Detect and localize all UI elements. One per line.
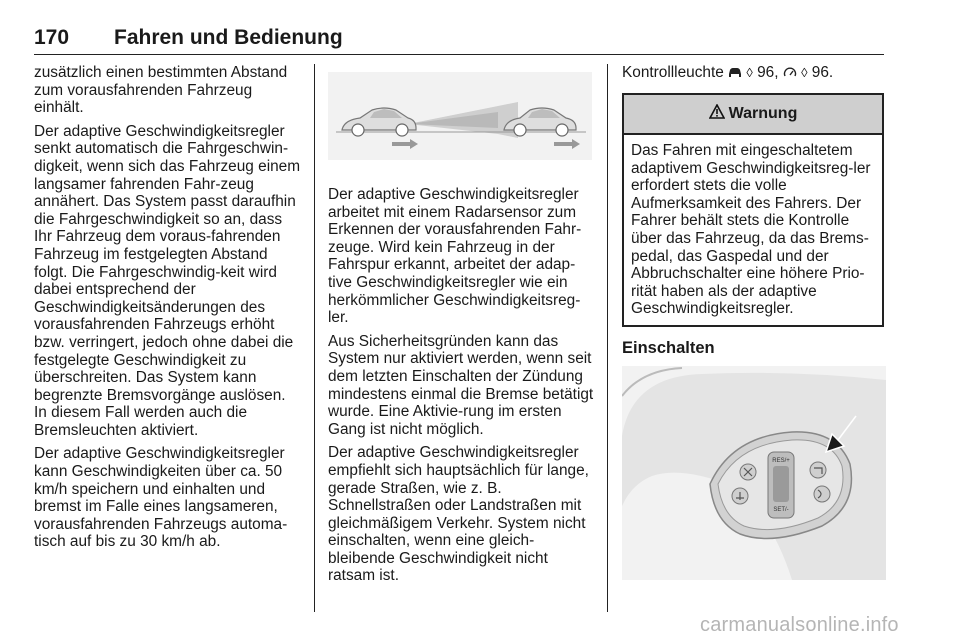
paragraph: Der adaptive Geschwindigkeitsregler kann Geschwindigkeiten über ca. 50 km/h speichern und einhalten und bremst im Falle eines langsameren, vorausfahrenden Fahrzeugs automa-tisch auf bis zu 30 km/h ab. bbox=[34, 445, 288, 551]
section-title: Einschalten bbox=[622, 339, 715, 357]
reference-page: 96 bbox=[757, 64, 775, 81]
column-divider-2 bbox=[607, 64, 608, 612]
set-button-label: SET/- bbox=[773, 507, 789, 513]
column-3 bbox=[622, 64, 890, 96]
chapter-title: Fahren und Bedienung bbox=[114, 26, 343, 49]
watermark: carmanualsonline.info bbox=[700, 614, 899, 636]
reference-arrow: ◊ bbox=[801, 65, 808, 80]
warning-triangle-icon bbox=[709, 104, 725, 124]
column-divider-1 bbox=[314, 64, 315, 612]
paragraph: Der adaptive Geschwindigkeitsregler empfiehlt sich hauptsächlich für lange, gerade Straßen, wie z. B. Schnellstraßen oder Landstraßen mit gleichmäßigem Verkehr. System nicht einschalten, wenn eine gleich-bleibende Geschwindigkeit nicht ratsam ist. bbox=[328, 444, 589, 585]
indicator-label: Kontrollleuchte bbox=[622, 64, 724, 81]
warning-box bbox=[622, 93, 884, 327]
paragraph: zusätzlich einen bestimmten Abstand zum vorausfahrenden Fahrzeug einhält. bbox=[34, 64, 288, 117]
period: . bbox=[828, 64, 834, 81]
steering-wheel-controls-illustration bbox=[622, 366, 886, 580]
reference-page: 96 bbox=[811, 64, 829, 81]
page-header bbox=[34, 26, 884, 55]
cruise-car-icon bbox=[728, 66, 742, 78]
paragraph: Der adaptive Geschwindigkeitsregler arbeitet mit einem Radarsensor zum Erkennen der vorausfahrenden Fahr-zeuge. Wird kein Fahrzeug in der Fahrspur erkannt, arbeitet der adap-tive Geschwindigkeitsregler wie ein herkömmlicher Geschwindigkeitsreg-ler. bbox=[328, 186, 582, 327]
speedometer-icon bbox=[783, 66, 797, 78]
radar-cars-illustration bbox=[328, 72, 592, 160]
warning-header bbox=[624, 95, 882, 135]
column-2 bbox=[328, 186, 596, 591]
indicator-reference bbox=[622, 64, 890, 82]
warning-text: Das Fahren mit eingeschaltetem adaptivem Geschwindigkeitsreg-ler erfordert stets die volle Aufmerksamkeit des Fahrers. Der Fahrer behält stets die Kontrolle über das Fahrzeug, da das Brems-pedal, das Gaspedal und der Abbruchschalter eine höhere Prio-rität haben als der adaptive Geschwindigkeitsregler. bbox=[631, 142, 871, 318]
res-button-label: RES/+ bbox=[772, 458, 790, 464]
warning-title: Warnung bbox=[728, 105, 798, 122]
paragraph: Aus Sicherheitsgründen kann das System nur aktiviert werden, wenn seit dem letzten Einschalten der Zündung mindestens einmal die Bremse betätigt wurde. Eine Aktivie-rung im ersten Gang ist nicht möglich. bbox=[328, 332, 594, 438]
column-1 bbox=[34, 64, 302, 557]
page-number: 170 bbox=[34, 26, 70, 49]
separator: , bbox=[774, 64, 779, 81]
reference-arrow: ◊ bbox=[746, 65, 753, 80]
paragraph: Der adaptive Geschwindigkeitsregler senkt automatisch die Fahrgeschwin-digkeit, wenn sich das Fahrzeug einem langsamer fahrenden Fahr-zeug annähert. Das System passt daraufhin die Fahrgeschwindigkeit so an, dass Ihr Fahrzeug dem voraus-fahrenden Fahrzeug im festgelegten Abstand folgt. Die Fahrgeschwindig-keit wird dabei entsprechend der Geschwindigkeitsänderungen des vorausfahrenden Fahrzeugs erhöht bzw. verringert, jedoch ohne dabei die festgelegte Geschwindigkeit zu überschreiten. Das System kann begrenzte Bremsvorgänge auslösen. In diesem Fall werden auch die Bremsleuchten aktiviert. bbox=[34, 122, 301, 439]
